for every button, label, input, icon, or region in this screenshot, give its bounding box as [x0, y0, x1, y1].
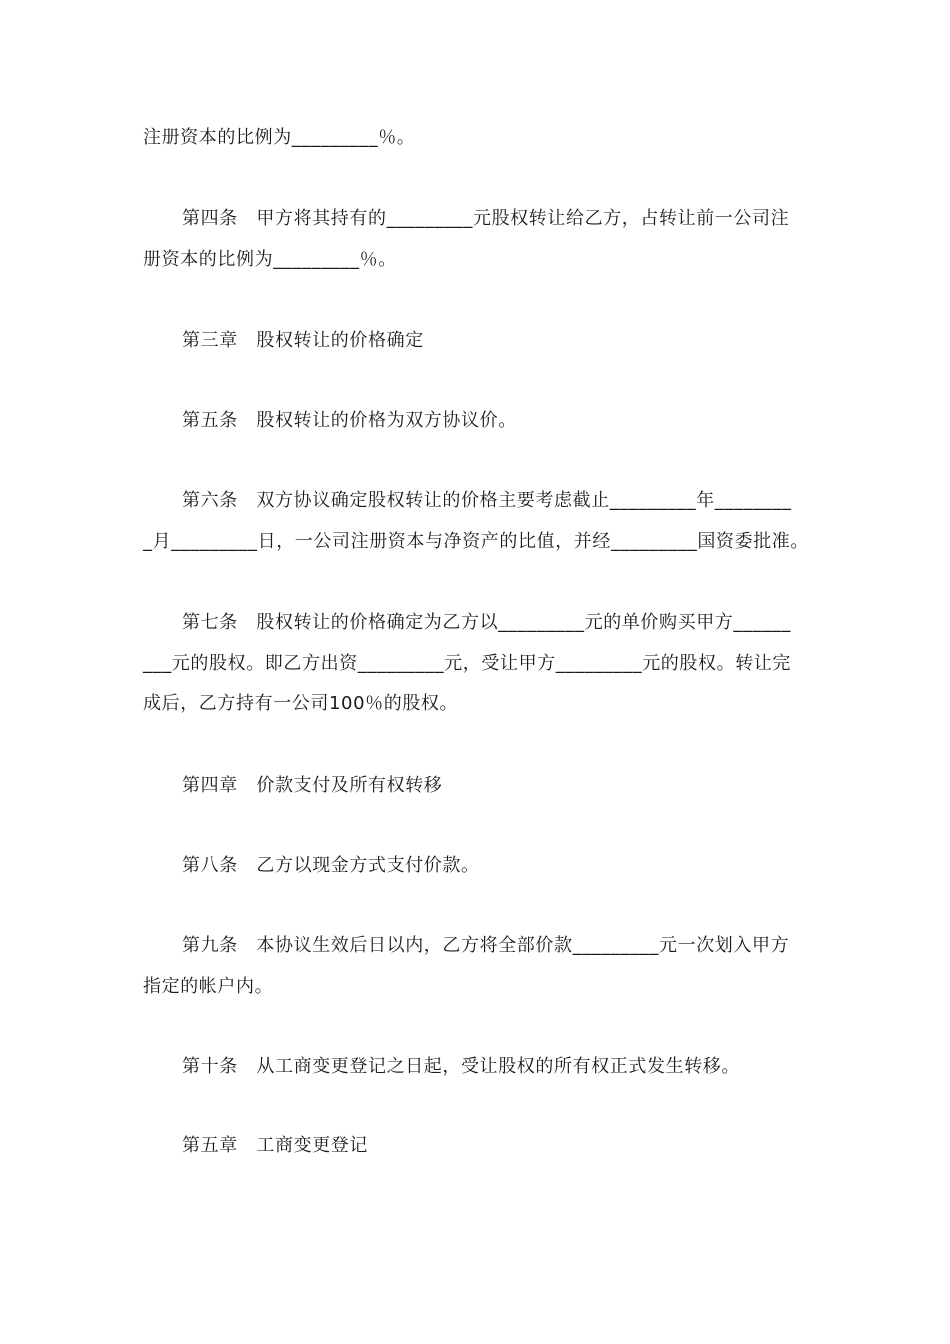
article-7-line-1: 第七条 股权转让的价格确定为乙方以_________元的单价购买甲方______: [182, 612, 791, 633]
article-8: 第八条 乙方以现金方式支付价款。: [182, 855, 480, 876]
chapter-5-heading: 第五章 工商变更登记: [182, 1135, 368, 1156]
article-6-line-1: 第六条 双方协议确定股权转让的价格主要考虑截止_________年________: [182, 490, 792, 511]
article-9-line-2: 指定的帐户内。: [143, 976, 274, 997]
article-7-line-3: 成后，乙方持有一公司100％的股权。: [143, 693, 459, 714]
article-4-line-1: 第四条 甲方将其持有的_________元股权转让给乙方，占转让前一公司注: [182, 208, 790, 229]
chapter-3-heading: 第三章 股权转让的价格确定: [182, 330, 424, 351]
chapter-4-heading: 第四章 价款支付及所有权转移: [182, 775, 443, 796]
article-10: 第十条 从工商变更登记之日起，受让股权的所有权正式发生转移。: [182, 1056, 740, 1077]
article-7-line-2: ___元的股权。即乙方出资_________元，受让甲方_________元的股权。转让完: [143, 653, 791, 674]
article-6-line-2: _月_________日，一公司注册资本与净资产的比值，并经_________国资委批准。: [143, 531, 809, 552]
article-5: 第五条 股权转让的价格为双方协议价。: [182, 410, 517, 431]
article-9-line-1: 第九条 本协议生效后日以内，乙方将全部价款_________元一次划入甲方: [182, 935, 790, 956]
article-4-line-2: 册资本的比例为_________％。: [143, 249, 397, 270]
article-3-continuation: 注册资本的比例为_________％。: [143, 127, 416, 148]
